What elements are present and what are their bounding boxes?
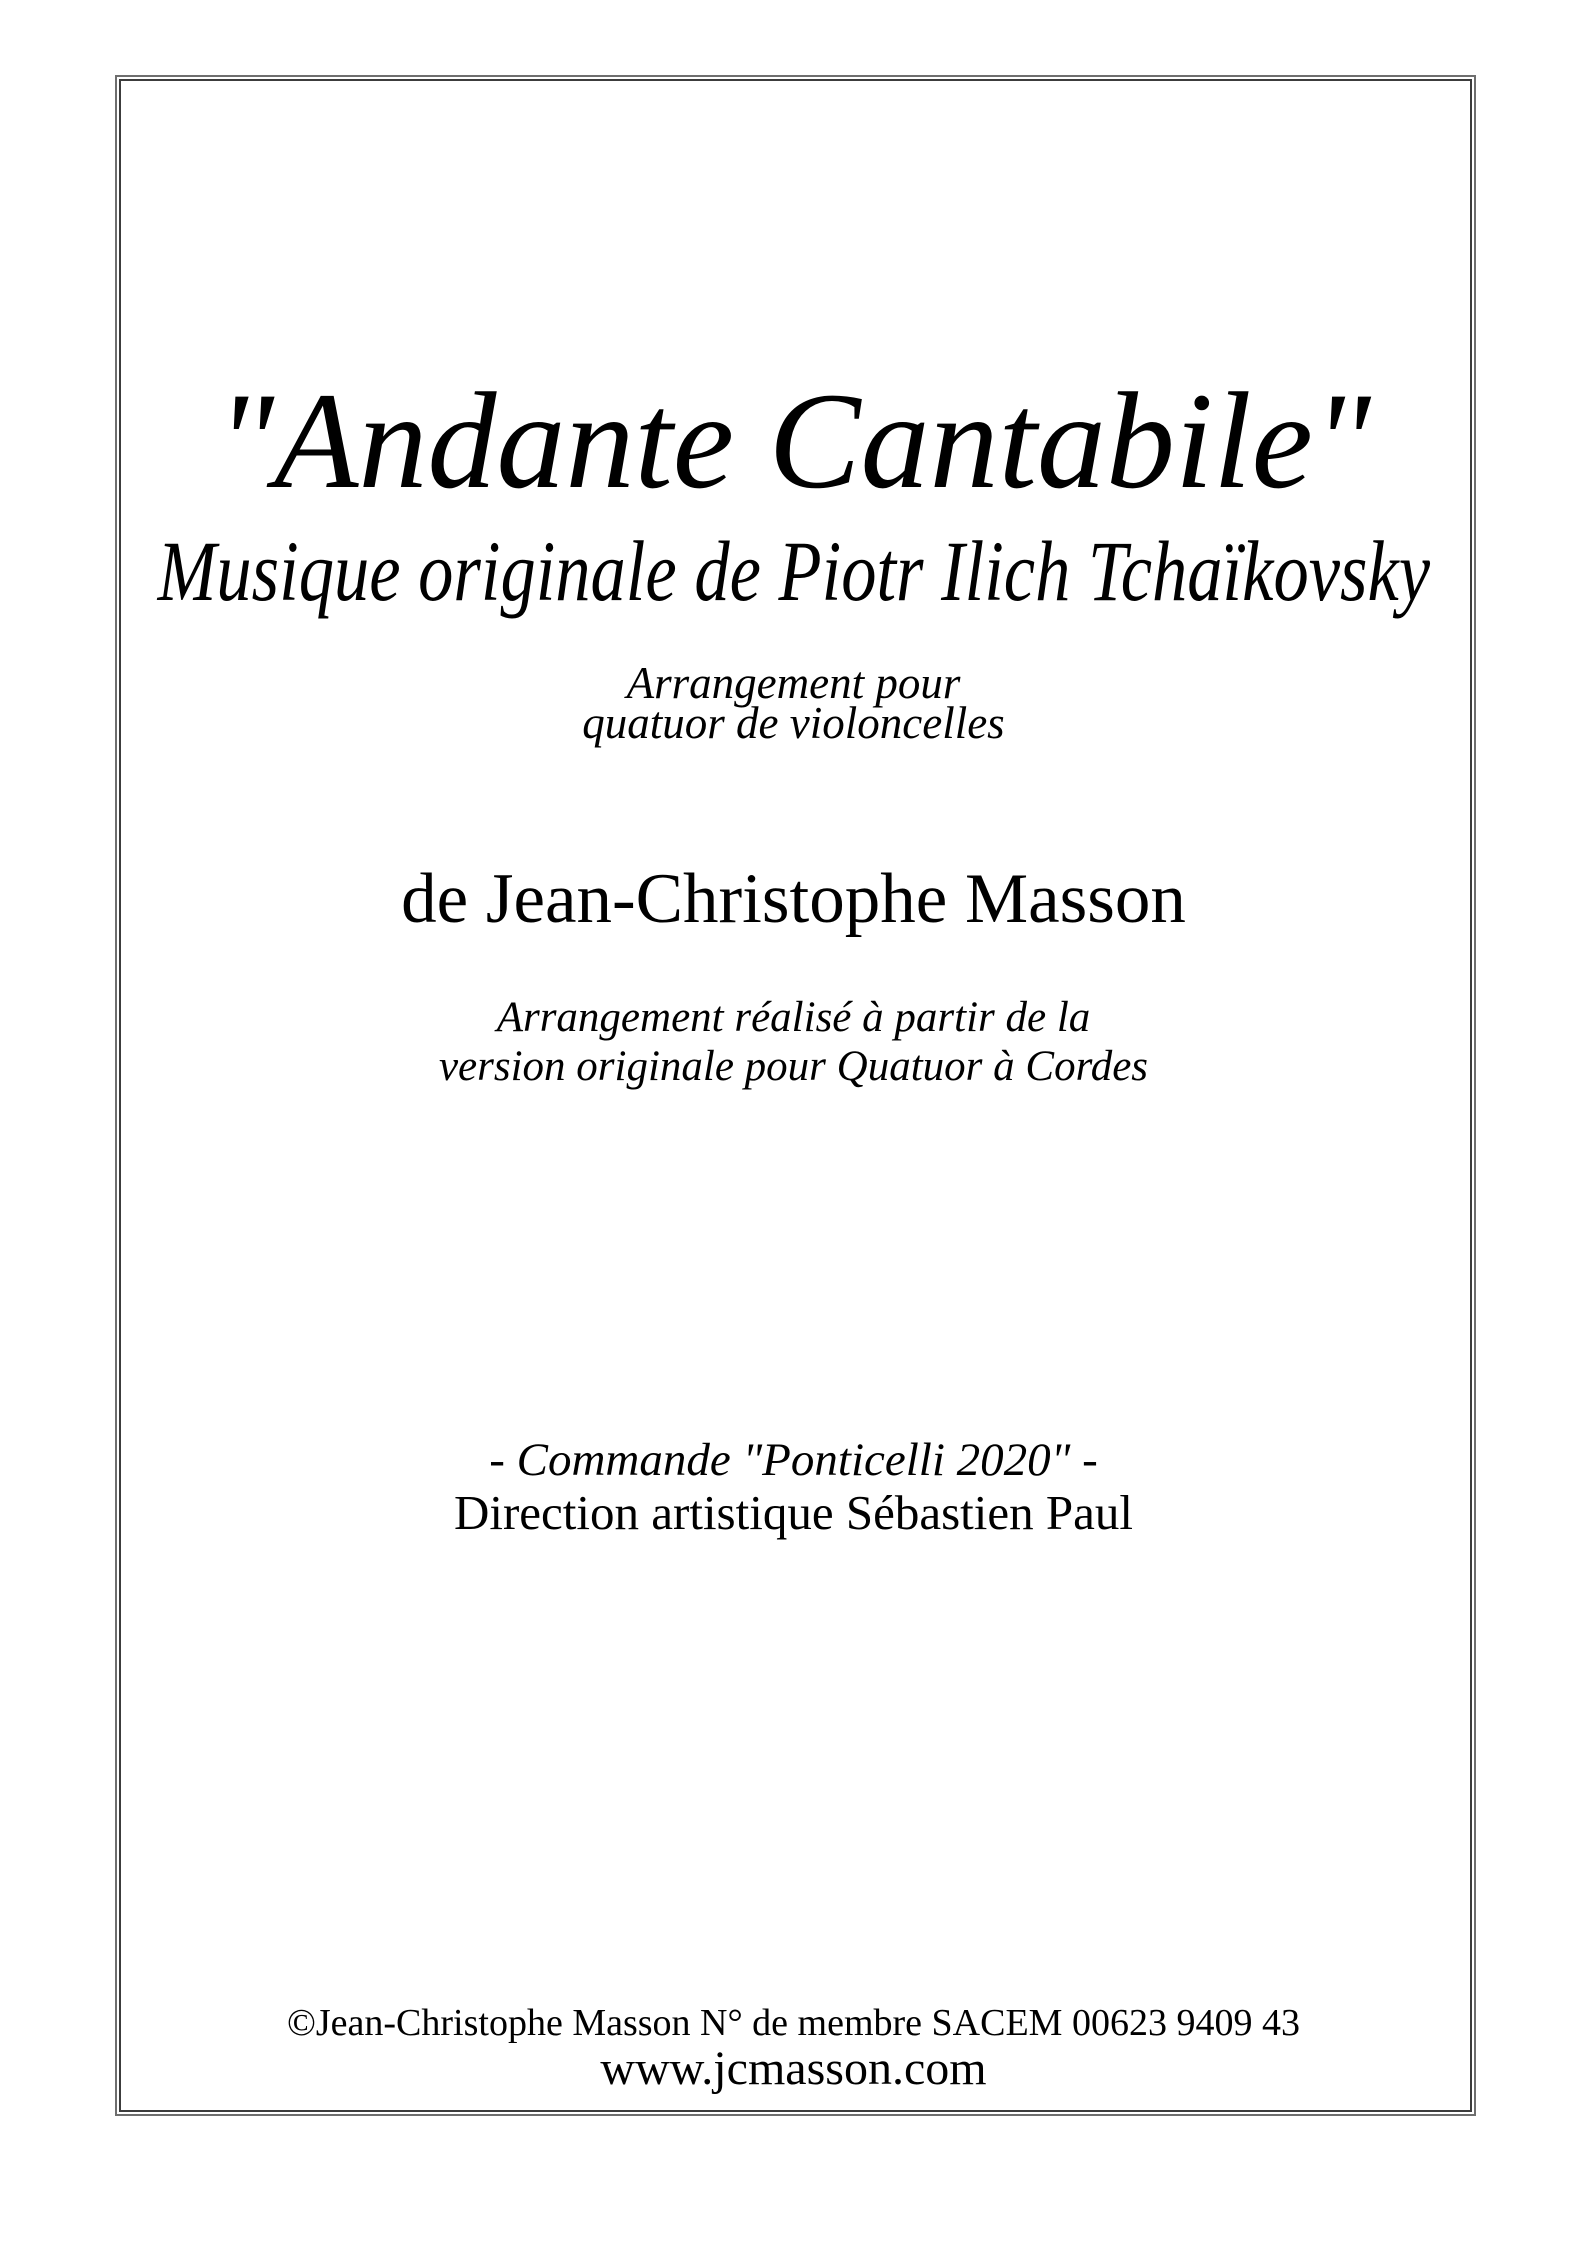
arrangement-note — [0, 658, 1587, 748]
copyright-line: ©Jean-Christophe Masson N° de membre SACEM 00623 9409 43 — [287, 2002, 1300, 2044]
commission-note: - Commande "Ponticelli 2020" - — [489, 1434, 1098, 1486]
page-subtitle-text: Musique originale de Piotr Ilich Tchaïkovsky — [157, 523, 1430, 619]
page-subtitle — [0, 523, 1587, 619]
arranger-name: de Jean-Christophe Masson — [401, 860, 1186, 938]
artistic-direction-note: Direction artistique Sébastien Paul — [453, 1485, 1134, 1540]
arrangement-source-note — [0, 993, 1587, 1091]
arrangement-note-line2: quatuor de violoncelles — [582, 698, 1005, 748]
page-title: "Andante Cantabile" — [216, 364, 1371, 517]
arrangement-note-line1: Arrangement pour — [626, 658, 961, 708]
arrangement-source-line2: version originale pour Quatuor à Cordes — [438, 1043, 1149, 1090]
website-line: www.jcmasson.com — [600, 2042, 987, 2095]
arrangement-source-line1: Arrangement réalisé à partir de la — [496, 994, 1091, 1041]
